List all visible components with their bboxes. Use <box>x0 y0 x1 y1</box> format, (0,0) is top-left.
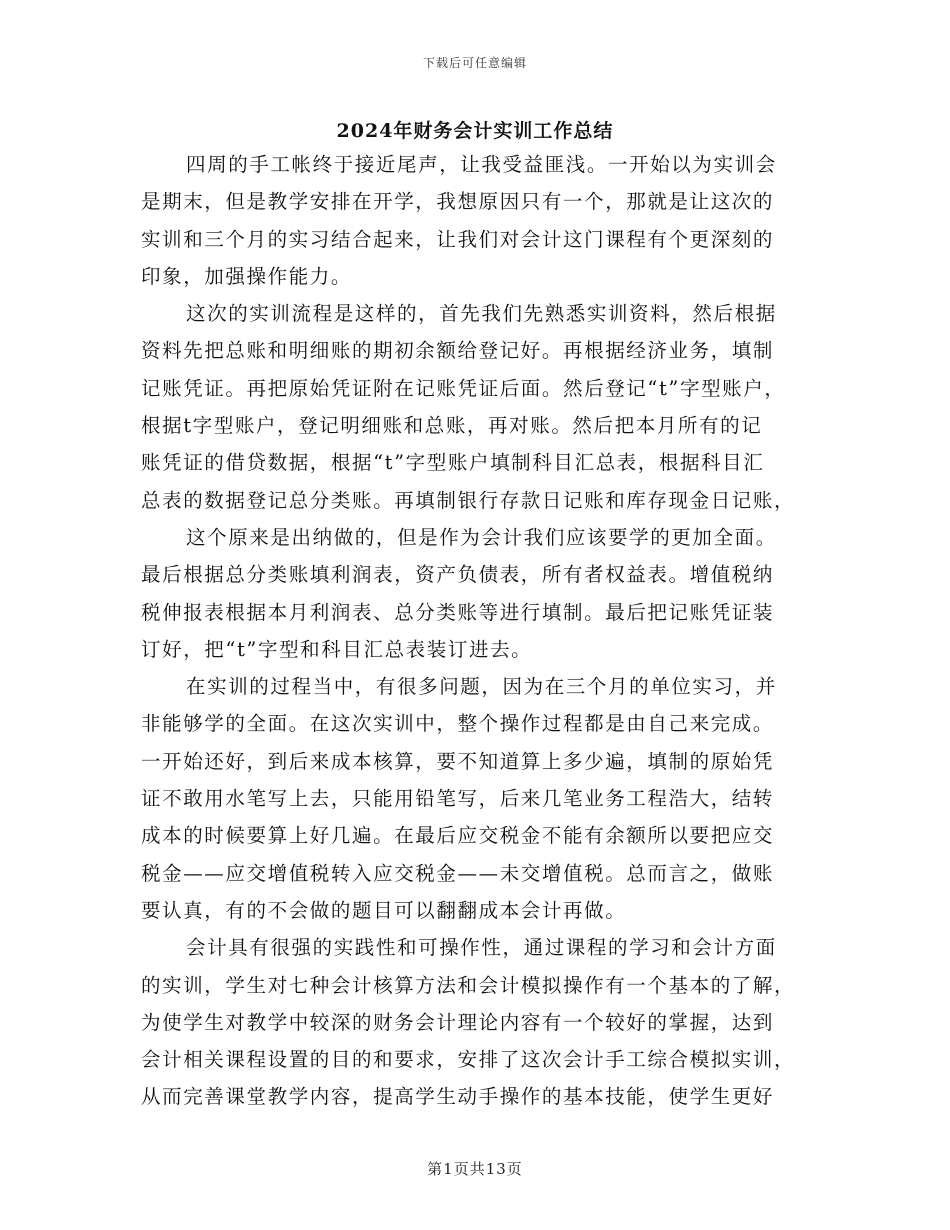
text-line: 在实训的过程当中，有很多问题，因为在三个月的单位实习，并 <box>186 675 777 699</box>
text-line: 要认真，有的不会做的题目可以翻翻成本会计再做。 <box>141 898 627 922</box>
text-line: 账凭证的借贷数据，根据“t”字型账户填制科目汇总表，根据科目汇 <box>141 451 765 475</box>
text-line: 从而完善课堂教学内容，提高学生动手操作的基本技能，使学生更好 <box>141 1085 775 1109</box>
text-line: 订好，把“t”字型和科目汇总表装订进去。 <box>141 637 533 661</box>
text-line: 记账凭证。再把原始凭证附在记账凭证后面。然后登记“t”字型账户， <box>141 376 786 400</box>
text-line: 资料先把总账和明细账的期初余额给登记好。再根据经济业务，填制 <box>141 339 775 363</box>
text-line: 是期末，但是教学安排在开学，我想原因只有一个，那就是让这次的 <box>141 190 775 214</box>
text-line: 为使学生对教学中较深的财务会计理论内容有一个较好的掌握，达到 <box>141 1010 775 1034</box>
text-line: 的实训，学生对七种会计核算方法和会计模拟操作有一个基本的了解， <box>141 973 796 997</box>
text-line: 成本的时候要算上好几遍。在最后应交税金不能有余额所以要把应交 <box>141 824 775 848</box>
text-line: 会计具有很强的实践性和可操作性，通过课程的学习和会计方面 <box>186 936 777 960</box>
text-line: 四周的手工帐终于接近尾声，让我受益匪浅。一开始以为实训会 <box>186 153 777 176</box>
text-line: 最后根据总分类账填利润表，资产负债表，所有者权益表。增值税纳 <box>141 563 775 587</box>
text-line: 税金——应交增值税转入应交税金——未交增值税。总而言之，做账 <box>141 861 775 885</box>
text-line: 这个原来是出纳做的，但是作为会计我们应该要学的更加全面。 <box>186 525 777 549</box>
text-line: 这次的实训流程是这样的，首先我们先熟悉实训资料，然后根据 <box>186 302 777 326</box>
document-title: 2024年财务会计实训工作总结 <box>336 120 614 142</box>
text-line: 印象，加强操作能力。 <box>141 264 353 288</box>
text-line: 证不敢用水笔写上去，只能用铅笔写，后来几笔业务工程浩大，结转 <box>141 787 775 811</box>
text-line: 实训和三个月的实习结合起来，让我们对会计这门课程有个更深刻的 <box>141 227 775 251</box>
page-footer: 第1页共13页 <box>427 1160 523 1178</box>
text-line: 总表的数据登记总分类账。再填制银行存款日记账和库存现金日记账， <box>141 488 796 512</box>
text-line: 会计相关课程设置的目的和要求，安排了这次会计手工综合模拟实训， <box>141 1048 796 1072</box>
text-line: 非能够学的全面。在这次实训中，整个操作过程都是由自己来完成。 <box>141 712 775 736</box>
header-note: 下载后可任意编辑 <box>422 56 527 70</box>
body-text <box>141 146 806 1116</box>
text-line: 税伸报表根据本月利润表、总分类账等进行填制。最后把记账凭证装 <box>141 600 775 624</box>
text-line: 一开始还好，到后来成本核算，要不知道算上多少遍，填制的原始凭 <box>141 749 775 773</box>
text-line: 根据t字型账户，登记明细账和总账，再对账。然后把本月所有的记 <box>141 414 763 438</box>
